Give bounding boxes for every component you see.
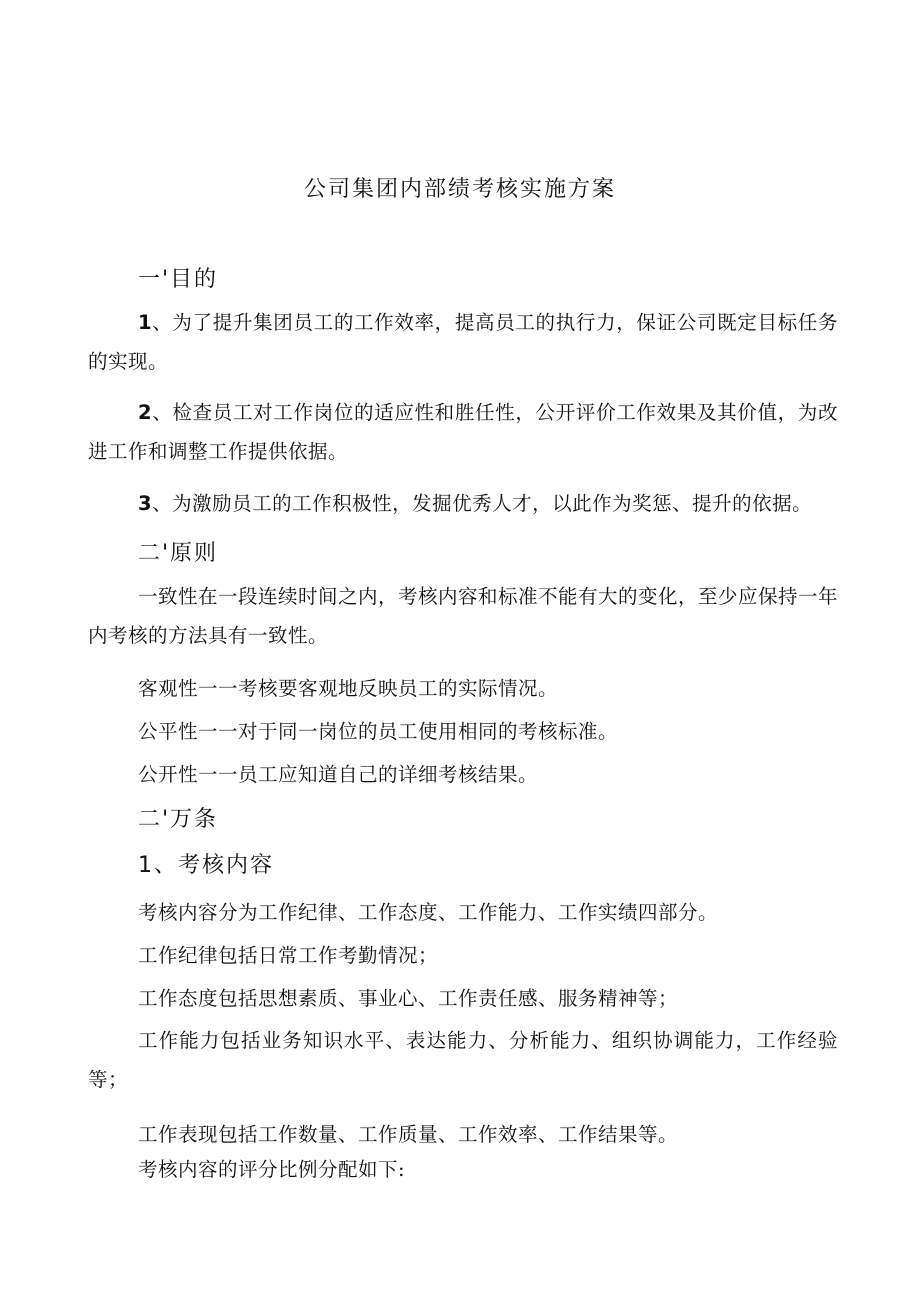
- purpose-item-3: [138, 488, 812, 516]
- subsection-heading-content: 1、考核内容: [138, 853, 274, 878]
- document-title: 公司集团内部绩考核实施方案: [303, 177, 616, 202]
- item-text: 、为激励员工的工作积极性，发掘优秀人才，以此作为奖惩、提升的依据。: [152, 492, 813, 515]
- principle-consistency: 一致性在一段连续时间之内，考核内容和标准不能有大的变化，至少应保持一年内考核的方法具有一致性。: [88, 585, 839, 647]
- item-number: 1: [138, 311, 153, 334]
- section-heading-principles: 二'原则: [138, 541, 219, 566]
- section-heading-purpose: 一'目的: [138, 267, 219, 292]
- principle-openness: 公开性一一员工应知道自己的详细考核结果。: [138, 763, 539, 786]
- content-performance: 工作表现包括工作数量、工作质量、工作效率、工作结果等。: [138, 1123, 679, 1146]
- item-number: 3: [138, 492, 153, 515]
- purpose-item-2: [88, 393, 838, 471]
- principle-objectivity: 客观性一一考核要客观地反映员工的实际情况。: [138, 677, 559, 700]
- item-text: 、检查员工对工作岗位的适应性和胜任性，公开评价工作效果及其价值，为改进工作和调整工作提供依据。: [88, 401, 838, 463]
- principle-fairness: 公平性一一对于同一岗位的员工使用相同的考核标准。: [138, 720, 619, 743]
- item-number: 2: [138, 401, 153, 424]
- item-text: 、为了提升集团员工的工作效率，提高员工的执行力，保证公司既定目标任务的实现。: [88, 311, 838, 373]
- purpose-item-1: [88, 303, 838, 381]
- content-ability: 工作能力包括业务知识水平、表达能力、分析能力、组织协调能力，工作经验等；: [88, 1029, 838, 1091]
- content-attitude: 工作态度包括思想素质、事业心、工作责任感、服务精神等；: [138, 987, 679, 1010]
- section-heading-clauses: 二'万条: [138, 807, 219, 832]
- content-overview: 考核内容分为工作纪律、工作态度、工作能力、工作实绩四部分。: [138, 901, 719, 924]
- content-scoring-ratio: 考核内容的评分比例分配如下:: [138, 1158, 406, 1181]
- content-discipline: 工作纪律包括日常工作考勤情况；: [138, 944, 439, 967]
